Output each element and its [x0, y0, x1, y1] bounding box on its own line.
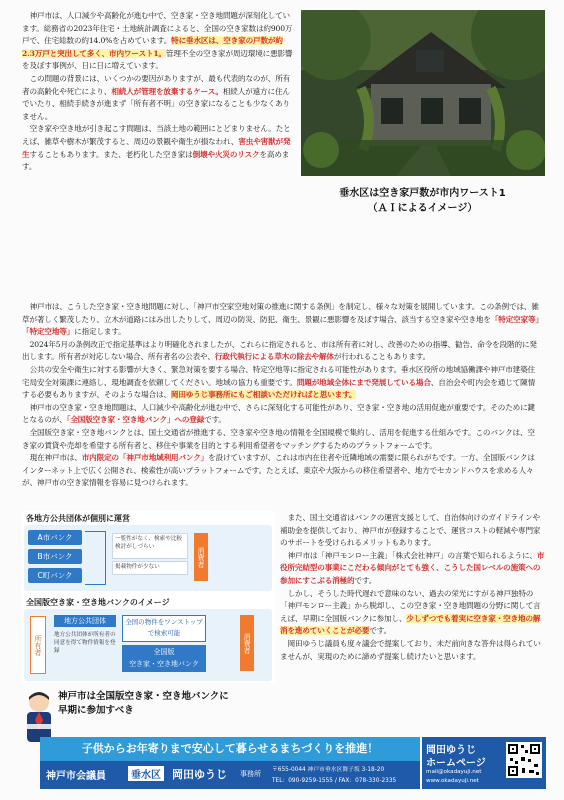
highlight-steady-progress: 少しずつでも着実に空き家・空き地の解消を進めていくことが必要 [280, 613, 541, 636]
bottom-caption-line2: 早期に参加すべき [58, 705, 134, 716]
paragraph [22, 73, 295, 123]
text: また、国土交通省はバンクの運営支援として、自治体向けのガイドラインや補助金を提供しており、神戸市が登録することで、運営コストの軽減や専門家のサポートを受けられるメリットもあります。 [280, 513, 541, 548]
text: 神戸市の空き家・空き地問題は、人口減少や高齢化が進む中で、さらに深刻化する可能性があり、空き家・空き地の活用促進が重要です。そのために鍵となるのが、 [22, 402, 536, 425]
text: 神戸市は、人口減少や高齢化が進む中で、空き家・空き地問題が深刻化しています。総務省の2023年住宅・土地統計調査によると、全国の空き家数は約900万戸で、住宅総数の約14.0%を占めています。 [22, 11, 293, 46]
search-description: 全国の物件をワンストップで検索可能 [122, 615, 206, 642]
text: 2024年5月の条例改正で指定基準はより明確化されましたが、これらに指定されると、市は所有者に対し、改善のための指導、勧告、命令を段階的に発出します。所有者が対応しない場合、所有者名の公表や、 [22, 339, 537, 362]
paragraph [22, 301, 542, 339]
phone-fax: TEL：090-9259-1555 / FAX：078-330-2335 [272, 778, 397, 784]
highlight-pests: 害虫や害獣が発生 [22, 136, 291, 159]
highlight-tarumi-worst: 特に垂水区は、空き家の戸数が約2.3万戸と突出して多く、市内ワースト1。 [22, 36, 283, 58]
paragraph [22, 123, 295, 173]
infographic-title-local: 各地方公共団体が個別に運営 [26, 514, 130, 523]
bank-infographic [22, 511, 275, 683]
text: することもあります。また、老朽化した空き家は [29, 149, 193, 159]
text: に指定します。 [74, 327, 126, 337]
highlight-office-consult: 岡田ゆうじ事務所にもご相談いただければと思います。 [170, 390, 357, 400]
national-bank-label: 全国版 空き家・空き地バンク [122, 645, 206, 672]
slogan-banner: 子供からお年寄りまで安心して暮らせるまちづくりを推進！ [40, 737, 420, 761]
highlight-specified: 「特定空家等」「特定空地等」 [22, 314, 540, 337]
bottom-caption [58, 690, 280, 718]
paragraph [22, 339, 542, 364]
bracket-arrow [85, 531, 106, 585]
highlight-community: 問題が地域全体にまで発展している場合 [296, 377, 431, 387]
paragraph [22, 364, 542, 402]
role-label: 神戸市会議員 [46, 771, 106, 782]
text: 現在神戸市は、 [29, 453, 82, 463]
bottom-caption-line1: 神戸市は全国版空き家・空き地バンクに [58, 691, 229, 702]
email-link[interactable]: mail@okadayuji.net [426, 769, 482, 775]
bank-b: B市バンク [28, 549, 82, 564]
text: 空き家や空き地が引き起こす問題は、当該土地の範囲にとどまりません。たとえば、雑草や樹木が繁茂すると、周辺の景観や衛生が損なわれ、 [22, 124, 291, 146]
owner-label: 所有者 [30, 616, 46, 674]
note-no-listing: 一覧性がなく、検索や比較検討がしづらい [112, 533, 188, 559]
text: が行われることもあります。 [333, 352, 431, 362]
consumer-label: 消費者 [194, 533, 208, 581]
text: を設けていますが、これは市内在住者や近隣地域の需要に限られがちです。一方、全国版バンクはインターネット上で広く公開され、検索性が高いプラットフォームです。たとえば、東京や大阪からの移住希望者や、地方でセカンドハウスを求める人々が、神戸市の空き家情報を容易に見つけられます。 [22, 453, 535, 488]
address: 〒655-0044 神戸市垂水区舞子坂 3-18-20 [272, 767, 385, 773]
local-gov-label: 地方公共団体 [54, 615, 116, 627]
note-few-properties: 掲載物件が少ない [112, 561, 188, 575]
text: です。 [354, 575, 377, 585]
paragraph [22, 10, 295, 73]
article-conclusion [280, 512, 545, 727]
article-body [22, 301, 542, 509]
website-link[interactable]: www.okadayuji.net [426, 778, 479, 784]
text: です。 [204, 415, 226, 425]
photo-caption-line2: （ＡＩによるイメージ） [367, 203, 478, 214]
highlight-national-bank: 「全国版空き家・空き地バンク」への登録 [66, 415, 205, 425]
homepage-box[interactable] [422, 737, 546, 789]
paragraph [22, 402, 542, 427]
paragraph [280, 550, 545, 588]
bank-a: A市バンク [28, 530, 82, 545]
text: しかし、そうした時代遅れで意味のない、過去の栄光にすがる神戸独特の「神戸モンロー主義」から脱却し、この空き家・空き地問題の分野に関して言えば、早期に全国版バンクに参加し、 [280, 588, 541, 623]
highlight-monroe: 市役所完結型の事業にこだわる傾向がとても強く、こうした国レベルの施策への参加にすこぶる消極的 [280, 550, 545, 585]
paragraph [280, 588, 545, 638]
highlight-local-bank: 市内限定の「神戸市地域利用バンク」 [81, 453, 209, 463]
ward-label: 垂水区 [128, 766, 164, 781]
paragraph [22, 452, 542, 490]
text: この問題の背景には、いくつかの要因がありますが、最も代表的なのが、所有者の高齢化や死亡により、 [22, 73, 291, 96]
qr-code-icon[interactable] [506, 742, 542, 778]
paragraph [280, 638, 545, 663]
text: 、自治会や町内会を通じて陳情する必要もありますが、そのような場合は、 [22, 377, 536, 400]
local-gov-note: 地方公共団体が所有者の同意を得て物件情報を登録 [54, 632, 116, 654]
text: 全国版空き家・空き地バンクとは、国土交通省が推進する、空き家や空き地の情報を全国規模で集約し、活用を促進する仕組みです。このバンクは、空き家の賃貸や売却を希望する所有者と、移住や事業を目的とする利用希望者をマッチングするためのプラットフォームです。 [22, 427, 535, 450]
house-illustration [301, 10, 545, 176]
text: 管理不全の空き家が周辺環境に悪影響を及ぼす事例が、日に日に増えています。 [22, 48, 293, 71]
paragraph [22, 427, 542, 452]
highlight-execution: 行政代執行による草木の除去や解体 [214, 352, 334, 362]
paragraph [280, 512, 545, 550]
hp-title-name: 岡田ゆうじ [426, 745, 476, 756]
article-intro [22, 10, 295, 300]
text: 神戸市は、こうした空き家・空き地問題に対し、「神戸市空家空地対策の推進に関する条例」を制定し、様々な対策を展開しています。この条例では、雑草が著しく繁茂したり、立木が道路にはみ出したりして、周辺の防災、防犯、衛生、景観に悪影響を及ぼす場合、該当する空き家や空き地を [22, 302, 539, 324]
text: 神戸市は「神戸モンロー主義」「株式会社神戸」の言葉で知られるように、 [287, 550, 537, 560]
hp-title-label: ホームページ [426, 758, 486, 769]
photo-caption-line1: 垂水区は空き家戸数が市内ワースト1 [339, 188, 506, 199]
office-label: 事務所 [240, 770, 261, 778]
councillor-name: 岡田ゆうじ [172, 768, 227, 781]
text: 相続人が遠方に住んでいたり、相続手続きが進まず「所有者不明」の空き家になることも少なくありません。 [22, 86, 290, 121]
text: です。 [369, 626, 392, 636]
text: を高めます。 [22, 149, 290, 172]
text: 公共の安全や衛生に対する影響が大きく、緊急対策を要する場合、特定空地等に指定される可能性があります。垂水区役所の地域協働課や神戸市建築住宅局安全対策課に連絡し、現地調査を依頼してください。地域の協力も重要です。 [22, 364, 536, 387]
highlight-inheritance: 相続人が管理を放棄するケース。 [111, 86, 223, 96]
consumer-label-2: 消費者 [240, 615, 254, 671]
bank-c: C町バンク [28, 568, 82, 583]
text: 岡田ゆうじ議員も度々議会で提案しており、未だ前向きな答弁は得られていませんが、実現のために諦めず提案し続けたいと思います。 [280, 638, 541, 661]
photo-caption [300, 186, 545, 216]
infographic-title-national: 全国版空き家・空き地バンクのイメージ [26, 598, 170, 607]
abandoned-house-photo [301, 10, 545, 176]
contact-bar [40, 761, 420, 789]
highlight-collapse-fire: 倒壊や火災のリスク [192, 149, 260, 159]
